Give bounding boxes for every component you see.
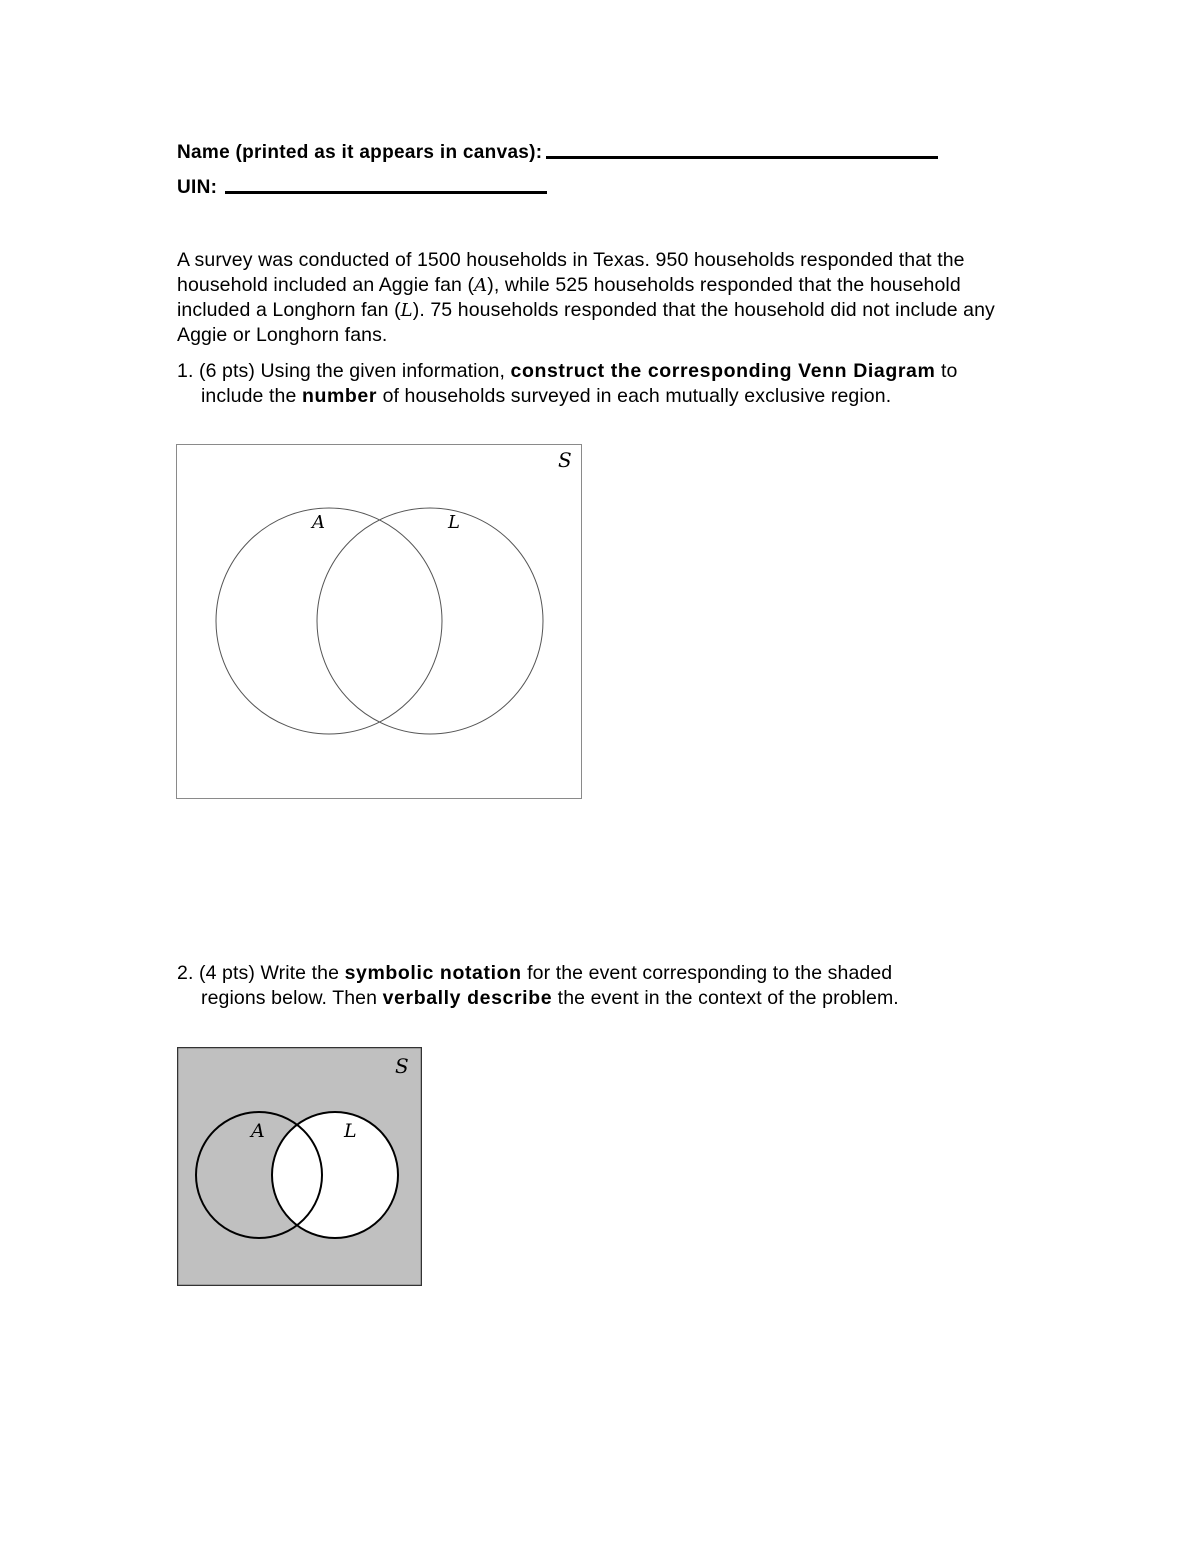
uin-label: UIN: — [177, 177, 218, 198]
question-2-number: 2. — [177, 962, 194, 984]
set-l-label-2: L — [344, 1120, 357, 1142]
name-blank-line — [546, 156, 938, 159]
question-2-text-c: regions below. Then — [201, 987, 383, 1009]
question-1-number: 1. — [177, 360, 194, 382]
universe-label-2: S — [395, 1054, 409, 1078]
set-l-symbol: L — [400, 300, 413, 321]
venn-diagram-shaded — [177, 1047, 422, 1286]
question-2-text-d: the event in the context of the problem. — [552, 987, 899, 1009]
question-2-bold-a: symbolic notation — [344, 962, 522, 984]
set-a-label-2: A — [251, 1120, 265, 1142]
question-1 — [177, 359, 1057, 409]
uin-field-row — [177, 177, 547, 199]
question-1-text-b: to — [935, 360, 958, 382]
set-l-label: L — [448, 512, 460, 533]
universe-box — [177, 445, 582, 799]
question-2 — [177, 961, 1057, 1011]
intro-text-3: ). 75 households responded that the household did not include any Aggie or Longhorn fans. — [177, 299, 995, 346]
uin-blank-line — [225, 191, 547, 194]
question-2-text-b: for the event corresponding to the shaded — [521, 962, 893, 984]
intro-text-2: ), while 525 households responded that the household included a Longhorn fan ( — [177, 274, 961, 321]
name-field-row — [177, 142, 938, 164]
question-1-bold-b: number — [301, 385, 378, 407]
universe-label: S — [558, 448, 572, 472]
problem-intro — [177, 248, 1037, 348]
question-1-text-a: (6 pts) Using the given information, — [199, 360, 511, 382]
set-a-label: A — [312, 512, 325, 533]
intro-text-1: A survey was conducted of 1500 households in Texas. 950 households responded that the household included an Aggie fan ( — [177, 249, 965, 296]
question-2-text-a: (4 pts) Write the — [199, 962, 345, 984]
question-1-bold-a: construct the corresponding Venn Diagram — [510, 360, 936, 382]
set-a-symbol: A — [474, 275, 488, 296]
question-1-text-c: include the — [201, 385, 302, 407]
question-1-text-d: of households surveyed in each mutually exclusive region. — [377, 385, 892, 407]
question-2-bold-b: verbally describe — [382, 987, 553, 1009]
name-label: Name (printed as it appears in canvas): — [177, 142, 543, 163]
venn-diagram-blank — [176, 444, 582, 799]
